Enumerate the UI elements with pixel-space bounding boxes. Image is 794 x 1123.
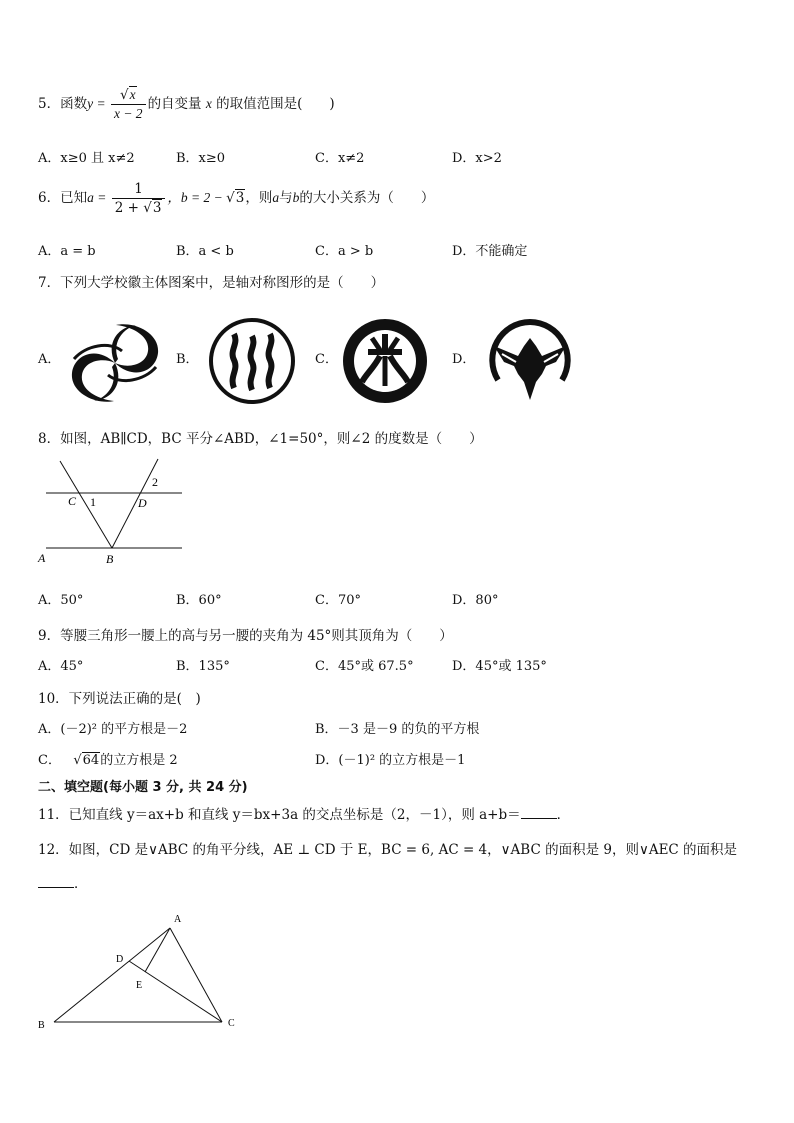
q6-b-eq: ，b = 2 −	[167, 190, 227, 205]
q12-label-e: E	[136, 980, 143, 991]
q12-label-d: D	[116, 954, 124, 965]
q5-number: 5．	[38, 96, 61, 112]
q11-answer-blank	[521, 806, 557, 819]
q8-option-b: B．60°	[176, 593, 222, 608]
q10-option-c: C． √64的立方根是 2	[38, 753, 178, 768]
question-11: 11．已知直线 y＝ax+b 和直线 y＝bx+3a 的交点坐标是（2，－1），则 a+b＝ ．	[38, 807, 571, 823]
question-12: 12．如图，CD 是∨ABC 的角平分线，AE ⊥ CD 于 E，BC = 6, AC = 4，∨ABC 的面积是 9，则∨AEC 的面积是	[38, 842, 738, 858]
q8-figure	[34, 455, 194, 574]
q8-label-c: C	[68, 494, 77, 508]
q5-fraction: $\frac{√x}{x - 2}$	[111, 86, 146, 123]
q12-label-c: C	[228, 1018, 235, 1029]
q12-figure	[34, 908, 249, 1037]
q12-answer-line: ．	[38, 872, 88, 892]
q8-label-2: 2	[152, 475, 158, 489]
question-6: 6．已知a = $\frac{1}{2 + √3}$ ，b = 2 − √3，则a与b的大小关系为（ ）	[38, 181, 435, 216]
question-8: 8．如图，AB∥CD，BC 平分∠ABD，∠1=50°，则∠2 的度数是（ ）	[38, 431, 483, 447]
q8-option-d: D．80°	[452, 593, 499, 608]
q7-option-a-label: A．	[38, 352, 61, 367]
q5-option-b: B．x≥0	[176, 151, 226, 166]
q5-var: x	[205, 96, 212, 111]
logo-b-waves-icon	[207, 316, 297, 410]
q5-sqrt: √x	[119, 87, 136, 103]
q8-option-c: C．70°	[315, 593, 361, 608]
q7-option-c-label: C．	[315, 352, 338, 367]
q6-number: 6．	[38, 190, 61, 206]
q10-option-d: D．(－1)² 的立方根是－1	[315, 753, 466, 768]
q8-label-b: B	[106, 552, 114, 566]
q12-label-b: B	[38, 1020, 45, 1031]
logo-c-peking-icon	[340, 316, 430, 410]
q9-option-d: D．45°或 135°	[452, 659, 547, 674]
logo-a-swirl-icon	[66, 315, 164, 415]
q9-option-c: C．45°或 67.5°	[315, 659, 414, 674]
section-2-heading: 二、填空题(每小题 3 分, 共 24 分)	[38, 780, 248, 795]
q5-prefix: 函数	[60, 96, 88, 112]
q6-b-sqrt: √3	[226, 190, 245, 206]
q5-option-a: A．x≥0 且 x≠2	[38, 151, 135, 166]
question-5	[38, 86, 335, 123]
q10-option-b: B．－3 是－9 的负的平方根	[315, 722, 480, 737]
q5-option-d: D．x>2	[452, 151, 502, 166]
q5-y-eq: y =	[87, 96, 109, 111]
q10-option-a: A．(－2)² 的平方根是－2	[38, 722, 188, 737]
q10-c-sqrt: √64	[73, 753, 100, 768]
q6-option-a: A．a = b	[38, 244, 96, 259]
q6-prefix: 已知	[60, 190, 88, 206]
q5-post2: 的取值范围是( )	[216, 96, 335, 112]
q5-post: 的自变量	[147, 96, 202, 112]
q6-option-b: B．a < b	[176, 244, 234, 259]
q5-option-c: C．x≠2	[315, 151, 365, 166]
q6-option-d: D．不能确定	[452, 244, 528, 259]
q12-answer-blank	[38, 875, 74, 888]
question-10: 10．下列说法正确的是( )	[38, 691, 201, 707]
q7-option-d-label: D．	[452, 352, 476, 367]
question-7: 7．下列大学校徽主体图案中，是轴对称图形的是（ ）	[38, 275, 385, 291]
logo-d-eagle-icon	[484, 316, 576, 410]
q6-fraction: $\frac{1}{2 + √3}$	[112, 180, 166, 217]
q6-post: ，则	[245, 190, 273, 206]
q8-label-a: A	[38, 551, 46, 565]
q7-option-b-label: B．	[176, 352, 199, 367]
q8-label-1: 1	[90, 495, 96, 509]
q9-option-b: B．135°	[176, 659, 230, 674]
q9-option-a: A．45°	[38, 659, 84, 674]
q12-label-a: A	[174, 914, 182, 925]
q8-label-d: D	[138, 496, 147, 510]
q6-a-eq: a =	[87, 190, 110, 205]
q6-option-c: C．a > b	[315, 244, 374, 259]
question-9: 9．等腰三角形一腰上的高与另一腰的夹角为 45°则其顶角为（ ）	[38, 628, 453, 644]
q8-option-a: A．50°	[38, 593, 84, 608]
